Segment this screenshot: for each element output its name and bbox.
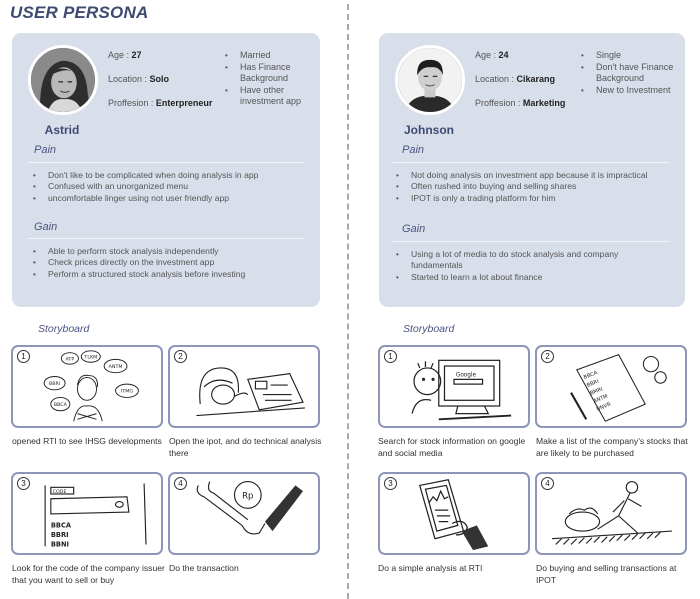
storyboard-caption: Do the transaction: [169, 563, 239, 573]
pain-item: • Confused with an unorganized menu: [32, 181, 306, 192]
age-label: Age :: [475, 50, 499, 60]
profession-value: Enterpreneur: [155, 98, 213, 108]
trait-item: • Single: [579, 50, 674, 62]
page-title: USER PERSONA: [10, 3, 149, 22]
man-at-computer-google-sketch: [380, 347, 528, 426]
profession-label: Proffesion :: [108, 98, 156, 108]
location-value: Solo: [149, 74, 170, 84]
checklist-item: UNVR: [595, 401, 612, 413]
step-number: 3: [17, 477, 30, 490]
gain-heading: Gain: [34, 221, 58, 233]
profession-field: [108, 98, 212, 122]
persona-name: Astrid: [44, 123, 80, 137]
gain-list: [32, 246, 306, 280]
checklist-item: BBRI: [586, 378, 600, 389]
location-value: Cikarang: [516, 74, 556, 84]
woman-looking-at-document-sketch: [170, 347, 318, 426]
stock-code: BBCA: [50, 521, 72, 530]
step-number: 4: [541, 477, 554, 490]
pain-item: • Not doing analysis on investment app because it is impractical: [395, 170, 671, 181]
bubble-text: ITMG: [120, 389, 134, 395]
pain-list: [32, 170, 306, 204]
storyboard-caption: Make a list of the company's stocks that are likely to be purchased: [536, 436, 688, 458]
gain-divider: [28, 238, 304, 239]
gain-heading: Gain: [402, 223, 426, 235]
storyboard-caption: Do buying and selling transactions at IPOT: [536, 563, 677, 585]
persona-name: Johnson: [404, 123, 454, 137]
woman-thinking-speech-bubbles-sketch: [13, 347, 161, 426]
bubble-text: BBCA: [53, 403, 67, 409]
trait-item: • Don't have Finance Background: [579, 62, 674, 85]
step-number: 2: [541, 350, 554, 363]
profession-field: [475, 98, 565, 122]
step-number: 2: [174, 350, 187, 363]
age-field: [475, 50, 565, 74]
pain-list: [395, 170, 671, 204]
trait-item: • New to Investment: [579, 85, 674, 97]
trait-item: • Has Finance Background: [223, 62, 318, 85]
persona-facts: [108, 50, 212, 122]
storyboard-frame-4: [535, 472, 687, 555]
location-field: [475, 74, 565, 98]
bubble-text: TLKM: [84, 355, 98, 361]
age-value: 24: [498, 50, 509, 60]
pain-heading: Pain: [34, 144, 57, 156]
gain-item: • Able to perform stock analysis independently: [32, 246, 306, 257]
step-number: 1: [384, 350, 397, 363]
hand-holding-tablet-chart-sketch: [380, 474, 528, 553]
storyboard-caption: Look for the code of the company issuer that you want to sell or buy: [12, 563, 165, 585]
stock-code: BBRI: [50, 530, 69, 539]
pain-divider: [28, 162, 304, 163]
storyboard-frame-4: [168, 472, 320, 555]
step-number: 3: [384, 477, 397, 490]
storyboard-caption: Open the ipot, and do technical analysis there: [169, 436, 322, 458]
storyboard-frame-2: [168, 345, 320, 428]
step-number: 4: [174, 477, 187, 490]
column-divider: [347, 4, 349, 599]
age-value: 27: [131, 50, 142, 60]
persona-card-johnson: [379, 33, 685, 307]
pain-item: • Often rushed into buying and selling shares: [395, 181, 671, 192]
storyboard-frame-1: [378, 345, 530, 428]
handshake-money-sketch: [170, 474, 318, 553]
age-field: [108, 50, 212, 74]
storyboard-frame-1: [11, 345, 163, 428]
gain-divider: [391, 241, 669, 242]
pain-divider: [391, 162, 669, 163]
gain-list: [395, 249, 671, 283]
gain-item: • Check prices directly on the investment app: [32, 257, 306, 268]
gain-item: • Using a lot of media to do stock analysis and company fundamentals: [395, 249, 671, 272]
pain-item: • Don't like to be complicated when doing analysis in app: [32, 170, 306, 181]
location-field: [108, 74, 212, 98]
pain-item: • uncomfortable linger using not user friendly app: [32, 193, 306, 204]
checklist-item: ANTM: [592, 393, 609, 405]
storyboard-caption: Search for stock information on google and social media: [378, 436, 526, 458]
person-photo-male-icon: [395, 45, 465, 115]
person-photo-female-icon: [28, 45, 98, 115]
money-symbol: Rp: [242, 491, 254, 502]
storyboard-caption: Do a simple analysis at RTI: [378, 563, 483, 573]
trait-item: • Married: [223, 50, 318, 62]
man-pushing-money-bag-sketch: [537, 474, 685, 553]
persona-traits: [579, 50, 674, 96]
persona-traits: [223, 50, 318, 108]
persona-facts: [475, 50, 565, 122]
persona-card-astrid: [12, 33, 320, 307]
bubble-text: BBRI: [49, 382, 61, 388]
stock-code: BBNI: [50, 540, 70, 549]
gain-item: • Started to learn a lot about finance: [395, 272, 671, 283]
profession-label: Proffesion :: [475, 98, 523, 108]
pain-item: • IPOT is only a trading platform for him: [395, 193, 671, 204]
trait-item: • Have other investment app: [223, 85, 318, 108]
checklist-item: BBCA: [582, 370, 599, 381]
stock-checklist-paper-sketch: [537, 347, 685, 426]
bubble-text: ATP: [65, 357, 75, 363]
location-label: Location :: [475, 74, 517, 84]
storyboard-frame-3: [11, 472, 163, 555]
google-text: Google: [455, 372, 477, 379]
storyboard-title: Storyboard: [403, 323, 455, 335]
storyboard-caption: opened RTI to see IHSG developments: [12, 436, 162, 446]
pain-heading: Pain: [402, 144, 425, 156]
search-code-screen-sketch: [13, 474, 161, 553]
checklist-item: BMRI: [589, 386, 604, 397]
storyboard-frame-2: [535, 345, 687, 428]
storyboard-title: Storyboard: [38, 323, 90, 335]
location-label: Location :: [108, 74, 150, 84]
profession-value: Marketing: [522, 98, 566, 108]
bubble-text: ANTM: [108, 364, 123, 370]
age-label: Age :: [108, 50, 132, 60]
storyboard-frame-3: [378, 472, 530, 555]
step-number: 1: [17, 350, 30, 363]
code-label: CODE: [52, 490, 67, 496]
gain-item: • Perform a structured stock analysis before investing: [32, 269, 306, 280]
